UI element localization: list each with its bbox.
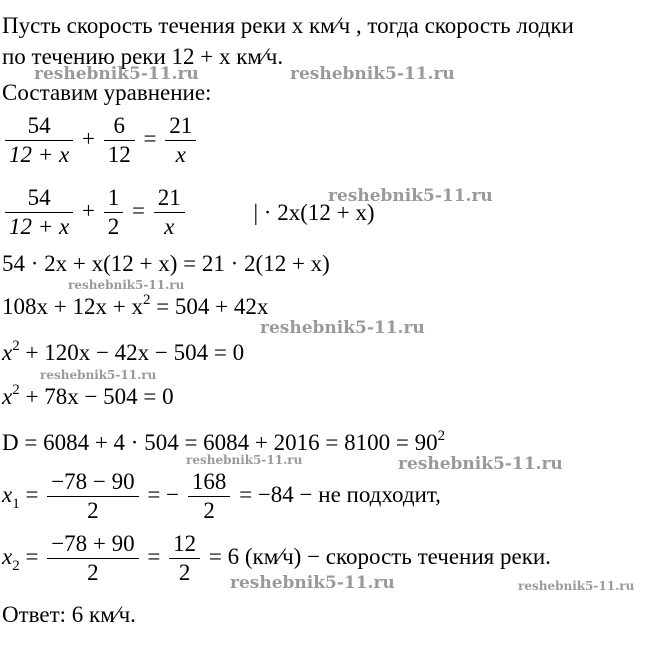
equation-1 bbox=[2, 114, 199, 167]
operator: + bbox=[81, 125, 95, 151]
fraction bbox=[169, 532, 200, 585]
multiplier-note: | · 2x(12 + x) bbox=[253, 200, 375, 226]
denominator: 2 bbox=[107, 214, 120, 240]
exponent: 2 bbox=[12, 382, 20, 398]
watermark: reshebnik5-11.ru bbox=[290, 64, 455, 84]
watermark: reshebnik5-11.ru bbox=[518, 579, 635, 593]
answer-line: Ответ: 6 км⁄ч. bbox=[2, 602, 136, 627]
variable: x bbox=[2, 543, 13, 569]
equation-4 bbox=[2, 292, 269, 319]
operator: = bbox=[25, 481, 39, 507]
fraction bbox=[47, 470, 138, 523]
equation-2 bbox=[2, 186, 375, 239]
fraction bbox=[104, 114, 135, 167]
numerator: 21 bbox=[154, 186, 185, 213]
discriminant-line bbox=[2, 428, 446, 455]
fraction bbox=[47, 532, 138, 585]
denominator: 12 + x bbox=[9, 214, 70, 240]
numerator: 168 bbox=[188, 470, 231, 497]
numerator: 21 bbox=[165, 114, 196, 141]
exponent: 2 bbox=[142, 292, 151, 308]
denominator: x bbox=[164, 214, 175, 240]
fraction bbox=[154, 186, 185, 239]
variable: x bbox=[2, 481, 13, 507]
expression-tail: = 6 (км⁄ч) − скорость течения реки. bbox=[208, 543, 551, 569]
denominator: 12 + x bbox=[9, 142, 70, 168]
numerator: 54 bbox=[5, 186, 73, 213]
watermark: reshebnik5-11.ru bbox=[260, 318, 425, 338]
operator: = bbox=[25, 543, 39, 569]
fraction bbox=[5, 186, 73, 239]
equation-5 bbox=[2, 338, 245, 365]
numerator: 12 bbox=[169, 532, 200, 559]
expression-rest: + 78x − 504 = 0 bbox=[19, 384, 174, 409]
denominator: 2 bbox=[87, 560, 99, 586]
watermark: reshebnik5-11.ru bbox=[186, 453, 303, 467]
numerator: 54 bbox=[5, 114, 73, 141]
fraction bbox=[188, 470, 231, 523]
numerator: 1 bbox=[104, 186, 124, 213]
exponent: 2 bbox=[12, 338, 20, 354]
numerator: 6 bbox=[104, 114, 135, 141]
denominator: x bbox=[175, 142, 186, 168]
subscript: 2 bbox=[12, 557, 20, 574]
subscript: 1 bbox=[12, 495, 20, 512]
text-line-2: по течению реки 12 + x км⁄ч. bbox=[2, 44, 284, 69]
operator: + bbox=[81, 197, 95, 223]
equation-6 bbox=[2, 382, 174, 409]
denominator: 2 bbox=[87, 498, 99, 524]
numerator: −78 + 90 bbox=[47, 532, 138, 559]
root-x1-line bbox=[2, 470, 441, 523]
expression-right: = 504 + 42x bbox=[150, 294, 269, 319]
denominator: 12 bbox=[107, 142, 131, 168]
fraction bbox=[165, 114, 196, 167]
exponent: 2 bbox=[437, 428, 446, 444]
variable: x bbox=[2, 384, 13, 409]
numerator: −78 − 90 bbox=[47, 470, 138, 497]
text-line-1: Пусть скорость течения реки x км⁄ч , тогда скорость лодки bbox=[2, 13, 574, 38]
discriminant-expression: D = 6084 + 4 · 504 = 6084 + 2016 = 8100 = 90 bbox=[2, 430, 438, 455]
equation-3: 54 · 2x + x(12 + x) = 21 · 2(12 + x) bbox=[2, 251, 330, 276]
watermark: reshebnik5-11.ru bbox=[230, 573, 395, 593]
fraction bbox=[104, 186, 124, 239]
operator: = bbox=[147, 543, 161, 569]
operator: = bbox=[143, 125, 157, 151]
variable: x bbox=[2, 340, 13, 365]
watermark: reshebnik5-11.ru bbox=[40, 368, 157, 382]
denominator: 2 bbox=[203, 498, 215, 524]
operator: = bbox=[131, 197, 145, 223]
expression-rest: + 120x − 42x − 504 = 0 bbox=[19, 340, 245, 365]
text-line-3: Составим уравнение: bbox=[2, 80, 212, 105]
watermark: reshebnik5-11.ru bbox=[68, 278, 185, 292]
denominator: 2 bbox=[178, 560, 191, 586]
watermark: reshebnik5-11.ru bbox=[34, 64, 199, 84]
expression-tail: = −84 − не подходит, bbox=[239, 481, 441, 507]
watermark: reshebnik5-11.ru bbox=[328, 186, 493, 206]
expression-left: 108x + 12x + x bbox=[2, 294, 143, 319]
watermark: reshebnik5-11.ru bbox=[398, 454, 563, 474]
fraction bbox=[5, 114, 73, 167]
operator: = − bbox=[147, 481, 180, 507]
